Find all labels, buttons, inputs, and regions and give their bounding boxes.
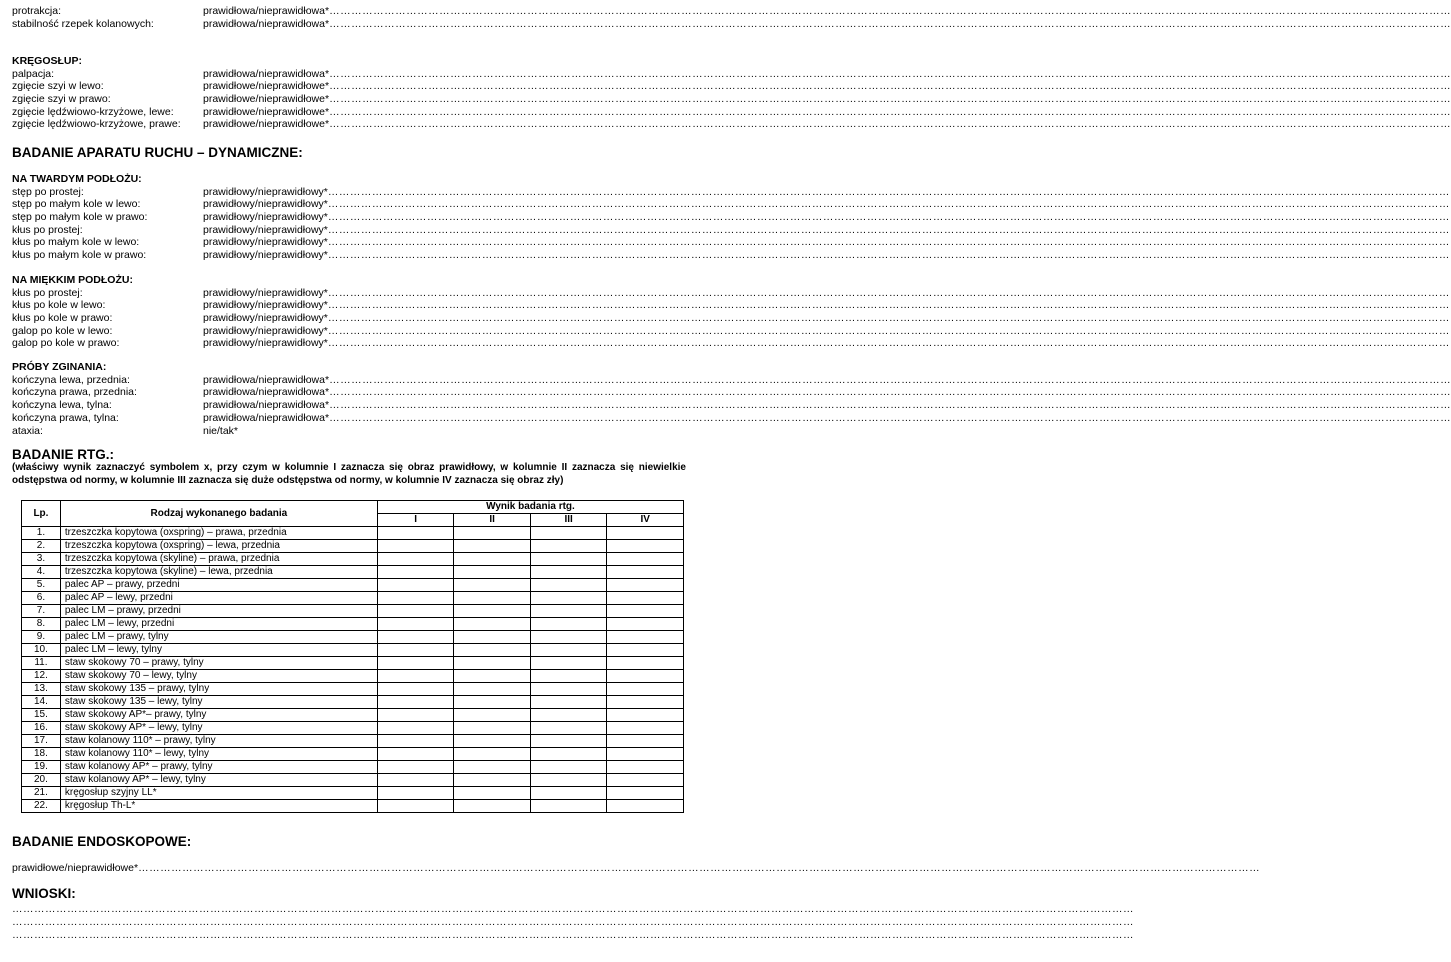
field-value-text: prawidłowa/nieprawidłowa* — [203, 5, 330, 17]
grade-cell[interactable] — [377, 774, 453, 787]
grade-cell[interactable] — [454, 735, 531, 748]
field-label: kłus po kole w prawo: — [12, 311, 113, 324]
table-row — [22, 618, 684, 631]
exam-name: palec LM – lewy, tylny — [60, 644, 377, 657]
grade-cell[interactable] — [377, 631, 453, 644]
exam-name: palec LM – lewy, przedni — [60, 618, 377, 631]
grade-cell[interactable] — [377, 566, 453, 579]
row-number: 14. — [22, 696, 61, 709]
grade-cell[interactable] — [454, 722, 531, 735]
wnioski-line[interactable]: ……………………………………………………………………………………………………………………………………………………………………………………………………………………………………………………………………………… — [12, 929, 1134, 941]
field-value-text: prawidłowa/nieprawidłowa* — [203, 386, 330, 399]
field-value[interactable] — [203, 198, 1450, 211]
field-row — [12, 286, 1450, 300]
field-label: ataxia: — [12, 424, 43, 437]
table-row — [22, 540, 684, 553]
grade-cell[interactable] — [454, 605, 531, 618]
grade-cell[interactable] — [377, 540, 453, 553]
grade-cell[interactable] — [530, 800, 607, 813]
field-value-text: prawidłowy/nieprawidłowy* — [203, 249, 328, 261]
section-heading-kregoslup: KRĘGOSŁUP: — [12, 55, 83, 67]
exam-name: trzeszczka kopytowa (oxspring) – lewa, przednia — [60, 540, 377, 553]
table-row — [22, 631, 684, 644]
grade-cell[interactable] — [530, 683, 607, 696]
grade-cell[interactable] — [377, 683, 453, 696]
field-label: kłus po małym kole w prawo: — [12, 249, 147, 261]
field-row — [12, 210, 1450, 224]
dotted-fill-line: ……………………………………………………………………………………………………………………………………………………………………………………………………………………………………………………………………………… — [327, 299, 1450, 312]
field-value-text: prawidłowa/nieprawidłowa* — [203, 67, 330, 80]
table-row — [22, 787, 684, 800]
section-title-dynamiczne: BADANIE APARATU RUCHU – DYNAMICZNE: — [12, 145, 303, 160]
grade-cell[interactable] — [530, 722, 607, 735]
field-label: kłus po małym kole w lewo: — [12, 236, 140, 249]
rtg-results-table — [21, 500, 684, 813]
grade-cell[interactable] — [454, 631, 531, 644]
grade-cell[interactable] — [607, 800, 684, 813]
field-row — [12, 337, 1450, 350]
dotted-fill-line: ……………………………………………………………………………………………………………………………………………………………………………………………………………………………………………………………………………… — [329, 373, 1451, 386]
exam-name: staw skokowy 70 – prawy, tylny — [60, 657, 377, 670]
field-label: kończyna prawa, tylna: — [12, 411, 119, 424]
grade-cell[interactable] — [607, 709, 684, 722]
field-value[interactable] — [203, 223, 1450, 237]
field-row-ataxia — [12, 425, 690, 438]
field-value-text: prawidłowy/nieprawidłowy* — [203, 286, 328, 299]
grade-cell[interactable] — [377, 618, 453, 631]
dotted-fill-line: ……………………………………………………………………………………………………………………………………………………………………………………………………………………………………………………………………………… — [327, 223, 1450, 236]
grade-cell[interactable] — [377, 696, 453, 709]
field-value-text: prawidłowy/nieprawidłowy* — [203, 299, 328, 312]
dotted-fill-line: ……………………………………………………………………………………………………………………………………………………………………………………………………………………………………………………………………………… — [329, 80, 1451, 93]
column-header-lp: Lp. — [22, 501, 61, 527]
field-label: stęp po prostej: — [12, 185, 84, 198]
row-number: 6. — [22, 592, 61, 605]
dotted-fill-line: ……………………………………………………………………………………………………………………………………………………………………………………………………………………………………………………………………………… — [329, 92, 1451, 105]
table-row — [22, 761, 684, 774]
field-value-text: prawidłowy/nieprawidłowy* — [203, 337, 328, 350]
field-value-text: prawidłowy/nieprawidłowy* — [203, 185, 328, 198]
field-label: kłus po prostej: — [12, 286, 83, 299]
grade-cell[interactable] — [530, 761, 607, 774]
wnioski-line[interactable]: ……………………………………………………………………………………………………………………………………………………………………………………………………………………………………………………………………………… — [12, 916, 1134, 928]
grade-cell[interactable] — [607, 618, 684, 631]
exam-name: staw skokowy 70 – lewy, tylny — [60, 670, 377, 683]
grade-cell[interactable] — [377, 670, 453, 683]
table-row — [22, 683, 684, 696]
grade-cell[interactable] — [530, 748, 607, 761]
grade-cell[interactable] — [607, 696, 684, 709]
dotted-fill-line: ……………………………………………………………………………………………………………………………………………………………………………………………………………………………………………………………………………… — [327, 324, 1450, 337]
dotted-fill-line: ……………………………………………………………………………………………………………………………………………………………………………………………………………………………………………………………………………… — [327, 311, 1450, 324]
grade-cell[interactable] — [377, 579, 453, 592]
grade-cell[interactable] — [454, 592, 531, 605]
exam-name: trzeszczka kopytowa (skyline) – lewa, przednia — [60, 566, 377, 579]
grade-cell[interactable] — [454, 748, 531, 761]
field-value[interactable]: nie/tak* — [203, 424, 239, 437]
grade-cell[interactable] — [530, 553, 607, 566]
field-row — [12, 185, 1450, 199]
grade-cell[interactable] — [530, 527, 607, 540]
grade-cell[interactable] — [530, 709, 607, 722]
dotted-fill-line: ……………………………………………………………………………………………………………………………………………………………………………………………………………………………………………………………………………… — [327, 210, 1450, 223]
grade-cell[interactable] — [377, 553, 453, 566]
field-label: kończyna lewa, przednia: — [12, 373, 130, 386]
field-row — [12, 324, 1450, 338]
row-number: 4. — [22, 566, 61, 579]
column-header-name: Rodzaj wykonanego badania — [60, 501, 377, 527]
grade-cell[interactable] — [530, 605, 607, 618]
row-number: 15. — [22, 709, 61, 722]
grade-cell[interactable] — [377, 644, 453, 657]
field-label: kłus po kole w lewo: — [12, 299, 106, 312]
grade-cell[interactable] — [607, 605, 684, 618]
grade-cell[interactable] — [530, 592, 607, 605]
row-number: 17. — [22, 735, 61, 748]
field-row — [12, 80, 1451, 93]
field-label: protrakcja: — [12, 5, 62, 17]
grade-cell[interactable] — [530, 644, 607, 657]
grade-cell[interactable] — [454, 566, 531, 579]
dotted-fill-line: ……………………………………………………………………………………………………………………………………………………………………………………………………………………………………………………………………………… — [329, 411, 1451, 424]
grade-cell[interactable] — [530, 540, 607, 553]
row-number: 18. — [22, 748, 61, 761]
grade-cell[interactable] — [454, 800, 531, 813]
section-title-endoskopowe: BADANIE ENDOSKOPOWE: — [12, 834, 192, 849]
grade-cell[interactable] — [530, 657, 607, 670]
grade-cell[interactable] — [607, 540, 684, 553]
table-row — [22, 579, 684, 592]
column-header-grade: IV — [607, 514, 684, 527]
grade-cell[interactable] — [607, 761, 684, 774]
exam-name: palec AP – lewy, przedni — [60, 592, 377, 605]
grade-cell[interactable] — [454, 709, 531, 722]
field-value-text: prawidłowa/nieprawidłowa* — [203, 398, 330, 411]
dotted-fill-line: ……………………………………………………………………………………………………………………………………………………………………………………………………………………………………………………………………………… — [138, 862, 1261, 874]
table-row — [22, 722, 684, 735]
grade-cell[interactable] — [454, 618, 531, 631]
field-row — [12, 223, 1450, 237]
grade-cell[interactable] — [530, 670, 607, 683]
grade-cell[interactable] — [454, 696, 531, 709]
field-label: zgięcie lędźwiowo-krzyżowe, prawe: — [12, 118, 181, 131]
field-value-text: prawidłowa/nieprawidłowa* — [203, 373, 330, 386]
dotted-fill-line: ……………………………………………………………………………………………………………………………………………………………………………………………………………………………………………………………………………… — [329, 386, 1451, 399]
field-row — [12, 67, 1451, 81]
row-number: 5. — [22, 579, 61, 592]
grade-cell[interactable] — [607, 657, 684, 670]
field-value[interactable] — [203, 118, 1451, 131]
rtg-instruction-note: (właściwy wynik zaznaczyć symbolem x, przy czym w kolumnie I zaznacza się obraz prawidłowy, w kolumnie II zaznacza się niewielkie odstępstwa od normy, w kolumnie III zaznacza się duże odstępstwa od normy, w kolumnie IV zaznacza się obraz zły) — [12, 462, 686, 486]
field-row — [12, 411, 1451, 425]
row-number: 3. — [22, 553, 61, 566]
row-number: 20. — [22, 774, 61, 787]
field-value-text: prawidłowy/nieprawidłowy* — [203, 198, 328, 211]
exam-name: palec AP – prawy, przedni — [60, 579, 377, 592]
field-row — [12, 299, 1450, 312]
exam-name: staw skokowy AP* – lewy, tylny — [60, 722, 377, 735]
field-value-text: prawidłowy/nieprawidłowy* — [203, 236, 328, 249]
grade-cell[interactable] — [377, 748, 453, 761]
grade-cell[interactable] — [454, 553, 531, 566]
table-row — [22, 709, 684, 722]
field-value-text: prawidłowe/nieprawidłowe* — [203, 105, 330, 118]
field-value-text: prawidłowa/nieprawidłowa* — [203, 17, 330, 30]
grade-cell[interactable] — [530, 735, 607, 748]
grade-cell[interactable] — [607, 631, 684, 644]
field-label: kłus po prostej: — [12, 223, 83, 236]
row-number: 2. — [22, 540, 61, 553]
grade-cell[interactable] — [377, 722, 453, 735]
field-row — [12, 198, 1450, 211]
row-number: 7. — [22, 605, 61, 618]
field-value-text: prawidłowe/nieprawidłowe* — [203, 92, 330, 105]
exam-name: staw kolanowy 110* – prawy, tylny — [60, 735, 377, 748]
field-row — [12, 105, 1451, 119]
table-row — [22, 800, 684, 813]
row-number: 1. — [22, 527, 61, 540]
grade-cell[interactable] — [607, 670, 684, 683]
grade-cell[interactable] — [377, 800, 453, 813]
exam-name: staw kolanowy 110* – lewy, tylny — [60, 748, 377, 761]
field-row — [12, 118, 1451, 131]
table-row — [22, 566, 684, 579]
row-number: 13. — [22, 683, 61, 696]
field-label: stęp po małym kole w prawo: — [12, 210, 148, 223]
field-label: galop po kole w prawo: — [12, 337, 120, 350]
grade-cell[interactable] — [607, 735, 684, 748]
field-value-text: prawidłowe/nieprawidłowe* — [203, 118, 330, 131]
field-label: zgięcie lędźwiowo-krzyżowe, lewe: — [12, 105, 174, 118]
field-label: stabilność rzepek kolanowych: — [12, 17, 154, 30]
field-row — [12, 311, 1450, 325]
grade-cell[interactable] — [454, 670, 531, 683]
dotted-fill-line: ……………………………………………………………………………………………………………………………………………………………………………………………………………………………………………………………………………… — [329, 5, 1451, 17]
grade-cell[interactable] — [377, 787, 453, 800]
column-header-grade: II — [454, 514, 531, 527]
field-row — [12, 373, 1451, 387]
field-value[interactable] — [203, 105, 1451, 119]
field-value-text: prawidłowe/nieprawidłowe* — [203, 80, 330, 93]
grade-cell[interactable] — [607, 748, 684, 761]
field-value-text: prawidłowa/nieprawidłowa* — [203, 411, 330, 424]
field-row — [12, 386, 1451, 399]
table-row — [22, 657, 684, 670]
field-label: kończyna lewa, tylna: — [12, 398, 112, 411]
table-row — [22, 774, 684, 787]
field-value[interactable] — [203, 80, 1451, 93]
field-value[interactable] — [203, 324, 1450, 338]
field-row — [12, 398, 1451, 412]
exam-name: palec LM – prawy, przedni — [60, 605, 377, 618]
field-value[interactable] — [203, 311, 1450, 325]
grade-cell[interactable] — [377, 709, 453, 722]
grade-cell[interactable] — [530, 774, 607, 787]
grade-cell[interactable] — [607, 579, 684, 592]
table-row — [22, 592, 684, 605]
row-number: 9. — [22, 631, 61, 644]
grade-cell[interactable] — [454, 774, 531, 787]
table-row — [22, 644, 684, 657]
grade-cell[interactable] — [454, 657, 531, 670]
field-value-text: prawidłowy/nieprawidłowy* — [203, 223, 328, 236]
grade-cell[interactable] — [530, 696, 607, 709]
table-row — [22, 696, 684, 709]
exam-name: kręgosłup Th-L* — [60, 800, 377, 813]
grade-cell[interactable] — [530, 579, 607, 592]
grade-cell[interactable] — [607, 683, 684, 696]
dotted-fill-line: ……………………………………………………………………………………………………………………………………………………………………………………………………………………………………………………………………………… — [329, 118, 1451, 131]
subsection-heading-twarde: NA TWARDYM PODŁOŻU: — [12, 173, 142, 185]
table-row — [22, 735, 684, 748]
row-number: 12. — [22, 670, 61, 683]
row-number: 11. — [22, 657, 61, 670]
field-value[interactable] — [203, 5, 1451, 18]
dotted-fill-line: ……………………………………………………………………………………………………………………………………………………………………………………………………………………………………………………………………………… — [327, 337, 1450, 350]
field-label: zgięcie szyi w prawo: — [12, 92, 111, 105]
field-value[interactable] — [203, 67, 1451, 81]
grade-cell[interactable] — [607, 566, 684, 579]
field-value-text: prawidłowy/nieprawidłowy* — [203, 311, 328, 324]
field-value[interactable] — [203, 386, 1451, 399]
field-value-text: prawidłowy/nieprawidłowy* — [203, 210, 328, 223]
section-title-rtg: BADANIE RTG.: — [12, 447, 114, 462]
field-value[interactable] — [203, 299, 1450, 312]
row-number: 10. — [22, 644, 61, 657]
grade-cell[interactable] — [607, 527, 684, 540]
exam-name: palec LM – prawy, tylny — [60, 631, 377, 644]
field-label: kończyna prawa, przednia: — [12, 386, 137, 399]
table-row — [22, 605, 684, 618]
field-row — [12, 5, 1451, 18]
grade-cell[interactable] — [607, 644, 684, 657]
field-value[interactable] — [203, 185, 1450, 199]
field-value[interactable] — [203, 337, 1450, 350]
grade-cell[interactable] — [454, 579, 531, 592]
dotted-fill-line: ……………………………………………………………………………………………………………………………………………………………………………………………………………………………………………………………………………… — [329, 105, 1451, 118]
exam-name: trzeszczka kopytowa (oxspring) – prawa, przednia — [60, 527, 377, 540]
field-label: galop po kole w lewo: — [12, 324, 113, 337]
grade-cell[interactable] — [530, 566, 607, 579]
row-number: 19. — [22, 761, 61, 774]
grade-cell[interactable] — [607, 553, 684, 566]
table-row — [22, 748, 684, 761]
exam-name: kręgosłup szyjny LL* — [60, 787, 377, 800]
table-row — [22, 527, 684, 540]
field-label: zgięcie szyi w lewo: — [12, 80, 104, 93]
grade-cell[interactable] — [377, 761, 453, 774]
field-value[interactable] — [203, 286, 1450, 300]
field-value[interactable] — [203, 398, 1451, 412]
field-row — [12, 236, 1450, 249]
exam-name: staw kolanowy AP* – lewy, tylny — [60, 774, 377, 787]
field-value-text: prawidłowy/nieprawidłowy* — [203, 324, 328, 337]
subsection-heading-miekkie: NA MIĘKKIM PODŁOŻU: — [12, 274, 133, 286]
row-number: 8. — [22, 618, 61, 631]
field-value[interactable] — [203, 92, 1451, 106]
dotted-fill-line: ……………………………………………………………………………………………………………………………………………………………………………………………………………………………………………………………………………… — [327, 286, 1450, 299]
dotted-fill-line: ……………………………………………………………………………………………………………………………………………………………………………………………………………………………………………………………………………… — [327, 198, 1450, 211]
wnioski-line[interactable]: ……………………………………………………………………………………………………………………………………………………………………………………………………………………………………………………………………………… — [12, 903, 1134, 915]
field-value[interactable] — [203, 249, 1450, 262]
row-number: 16. — [22, 722, 61, 735]
grade-cell[interactable] — [377, 527, 453, 540]
exam-name: staw skokowy 135 – prawy, tylny — [60, 683, 377, 696]
dotted-fill-line: ……………………………………………………………………………………………………………………………………………………………………………………………………………………………………………………………………………… — [329, 398, 1451, 411]
column-header-grade: I — [377, 514, 453, 527]
field-label: palpacja: — [12, 67, 55, 80]
grade-cell[interactable] — [607, 722, 684, 735]
grade-cell[interactable] — [454, 761, 531, 774]
dotted-fill-line: ……………………………………………………………………………………………………………………………………………………………………………………………………………………………………………………………………………… — [327, 185, 1450, 198]
dotted-fill-line: ……………………………………………………………………………………………………………………………………………………………………………………………………………………………………………………………………………… — [329, 67, 1451, 80]
grade-cell[interactable] — [530, 618, 607, 631]
grade-cell[interactable] — [377, 605, 453, 618]
grade-cell[interactable] — [454, 787, 531, 800]
grade-cell[interactable] — [454, 683, 531, 696]
exam-name: staw skokowy AP*– prawy, tylny — [60, 709, 377, 722]
endoskopowe-field[interactable] — [12, 862, 1261, 875]
subsection-heading-zginanie: PRÓBY ZGINANIA: — [12, 361, 107, 373]
field-row — [12, 17, 1451, 31]
exam-name: staw skokowy 135 – lewy, tylny — [60, 696, 377, 709]
grade-cell[interactable] — [607, 592, 684, 605]
exam-name: trzeszczka kopytowa (skyline) – prawa, przednia — [60, 553, 377, 566]
exam-name: staw kolanowy AP* – prawy, tylny — [60, 761, 377, 774]
field-value[interactable] — [203, 17, 1451, 31]
grade-cell[interactable] — [454, 644, 531, 657]
grade-cell[interactable] — [377, 657, 453, 670]
grade-cell[interactable] — [377, 735, 453, 748]
dotted-fill-line: ……………………………………………………………………………………………………………………………………………………………………………………………………………………………………………………………………………… — [329, 17, 1451, 30]
grade-cell[interactable] — [607, 787, 684, 800]
field-value[interactable] — [203, 411, 1451, 425]
grade-cell[interactable] — [607, 774, 684, 787]
table-row — [22, 553, 684, 566]
grade-cell[interactable] — [530, 787, 607, 800]
grade-cell[interactable] — [377, 592, 453, 605]
grade-cell[interactable] — [530, 631, 607, 644]
field-value[interactable] — [203, 210, 1450, 224]
field-row — [12, 92, 1451, 106]
dotted-fill-line: ……………………………………………………………………………………………………………………………………………………………………………………………………………………………………………………………………………… — [327, 236, 1450, 249]
field-row — [12, 249, 1450, 262]
grade-cell[interactable] — [454, 540, 531, 553]
field-value-text: prawidłowe/nieprawidłowe* — [12, 862, 139, 874]
table-row — [22, 670, 684, 683]
column-header-result: Wynik badania rtg. — [377, 501, 683, 514]
dotted-fill-line: ……………………………………………………………………………………………………………………………………………………………………………………………………………………………………………………………………………… — [327, 249, 1450, 261]
row-number: 22. — [22, 800, 61, 813]
field-label: stęp po małym kole w lewo: — [12, 198, 141, 211]
field-value[interactable] — [203, 236, 1450, 249]
row-number: 21. — [22, 787, 61, 800]
field-value[interactable] — [203, 373, 1451, 387]
section-title-wnioski: WNIOSKI: — [12, 886, 76, 901]
column-header-grade: III — [530, 514, 607, 527]
grade-cell[interactable] — [454, 527, 531, 540]
